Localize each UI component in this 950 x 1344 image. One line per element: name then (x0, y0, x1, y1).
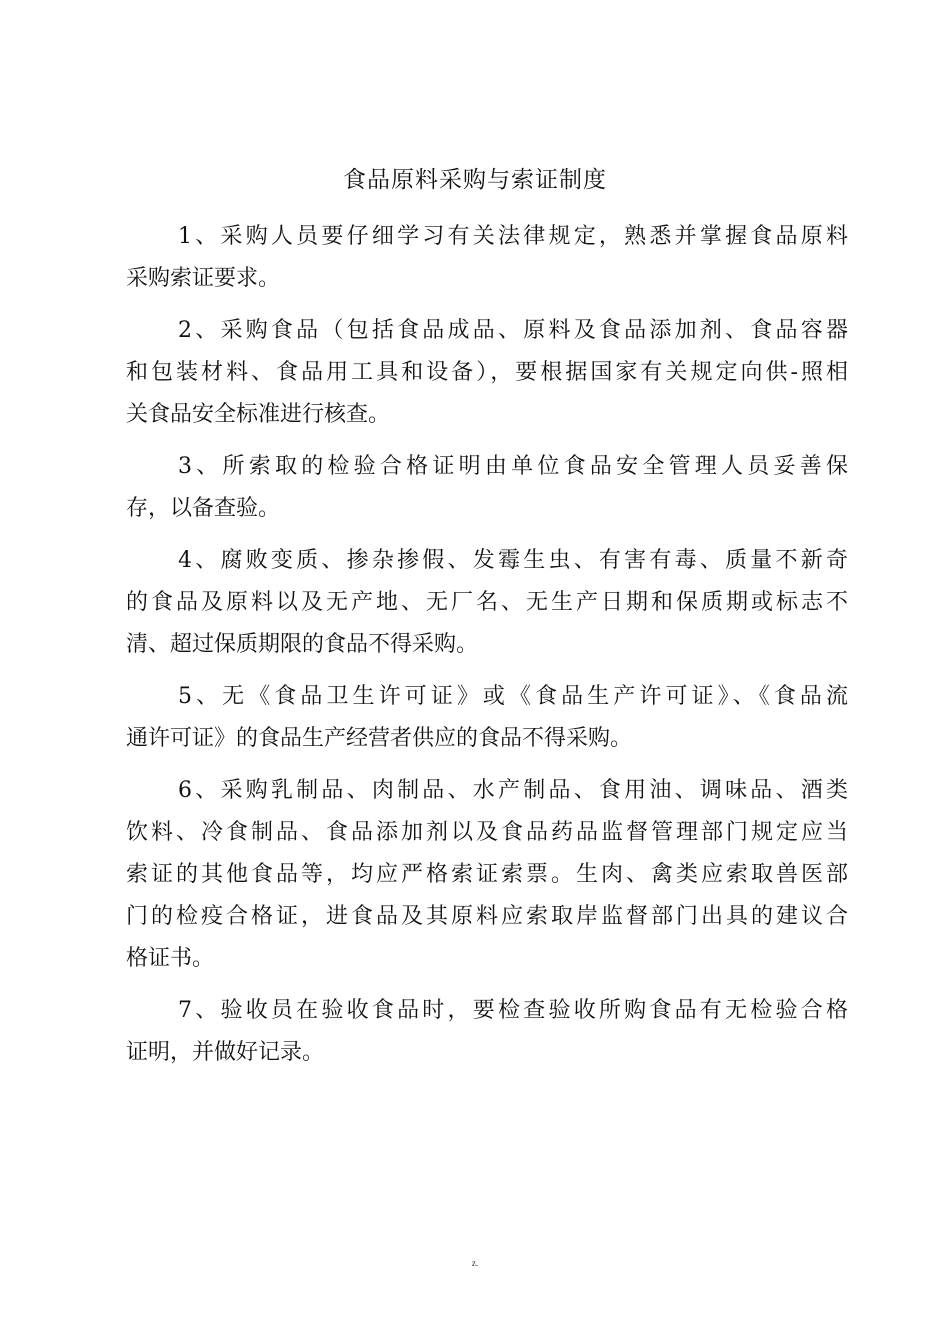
paragraph-line: 证明，并做好记录。 (126, 1040, 325, 1065)
paragraph-5 (126, 676, 848, 760)
paragraph-7 (126, 990, 848, 1074)
paragraph-line: 和包装材料、食品用工具和设备），要根据国家有关规定向供-照相 (126, 360, 848, 385)
paragraph-1 (126, 216, 848, 300)
paragraph-line: 6、采购乳制品、肉制品、水产制品、食用油、调味品、酒类 (178, 778, 848, 803)
paragraph-line: 4、腐败变质、掺杂掺假、发霉生虫、有害有毒、质量不新奇 (178, 548, 848, 573)
footer-mark: z. (471, 1258, 479, 1268)
paragraph-line: 采购索证要求。 (126, 266, 281, 291)
paragraph-line: 清、超过保质期限的食品不得采购。 (126, 632, 479, 657)
paragraph-line: 存，以备查验。 (126, 496, 281, 521)
paragraph-4 (126, 540, 848, 666)
paragraph-6 (126, 770, 848, 980)
document-title: 食品原料采购与索证制度 (343, 167, 607, 193)
paragraph-line: 2、采购食品（包括食品成品、原料及食品添加剂、食品容器 (178, 318, 848, 343)
paragraph-line: 饮料、冷食制品、食品添加剂以及食品药品监督管理部门规定应当 (126, 820, 848, 845)
paragraph-line: 的食品及原料以及无产地、无厂名、无生产日期和保质期或标志不 (126, 590, 848, 615)
paragraph-line: 1、采购人员要仔细学习有关法律规定，熟悉并掌握食品原料 (178, 224, 848, 249)
paragraph-line: 7、验收员在验收食品时，要检查验收所购食品有无检验合格 (178, 998, 848, 1023)
paragraph-line: 3、所索取的检验合格证明由单位食品安全管理人员妥善保 (178, 454, 848, 479)
paragraph-line: 索证的其他食品等，均应严格索证索票。生肉、禽类应索取兽医部 (126, 862, 848, 887)
paragraph-line: 关食品安全标准进行核查。 (126, 402, 391, 427)
document-body (126, 216, 848, 1084)
paragraph-3 (126, 446, 848, 530)
paragraph-2 (126, 310, 848, 436)
paragraph-line: 通许可证》的食品生产经营者供应的食品不得采购。 (126, 726, 633, 751)
paragraph-line: 5、无《食品卫生许可证》或《食品生产许可证》、《食品流 (178, 684, 848, 709)
paragraph-line: 格证书。 (126, 946, 215, 971)
paragraph-line: 门的检疫合格证，进食品及其原料应索取岸监督部门出具的建议合 (126, 904, 848, 929)
